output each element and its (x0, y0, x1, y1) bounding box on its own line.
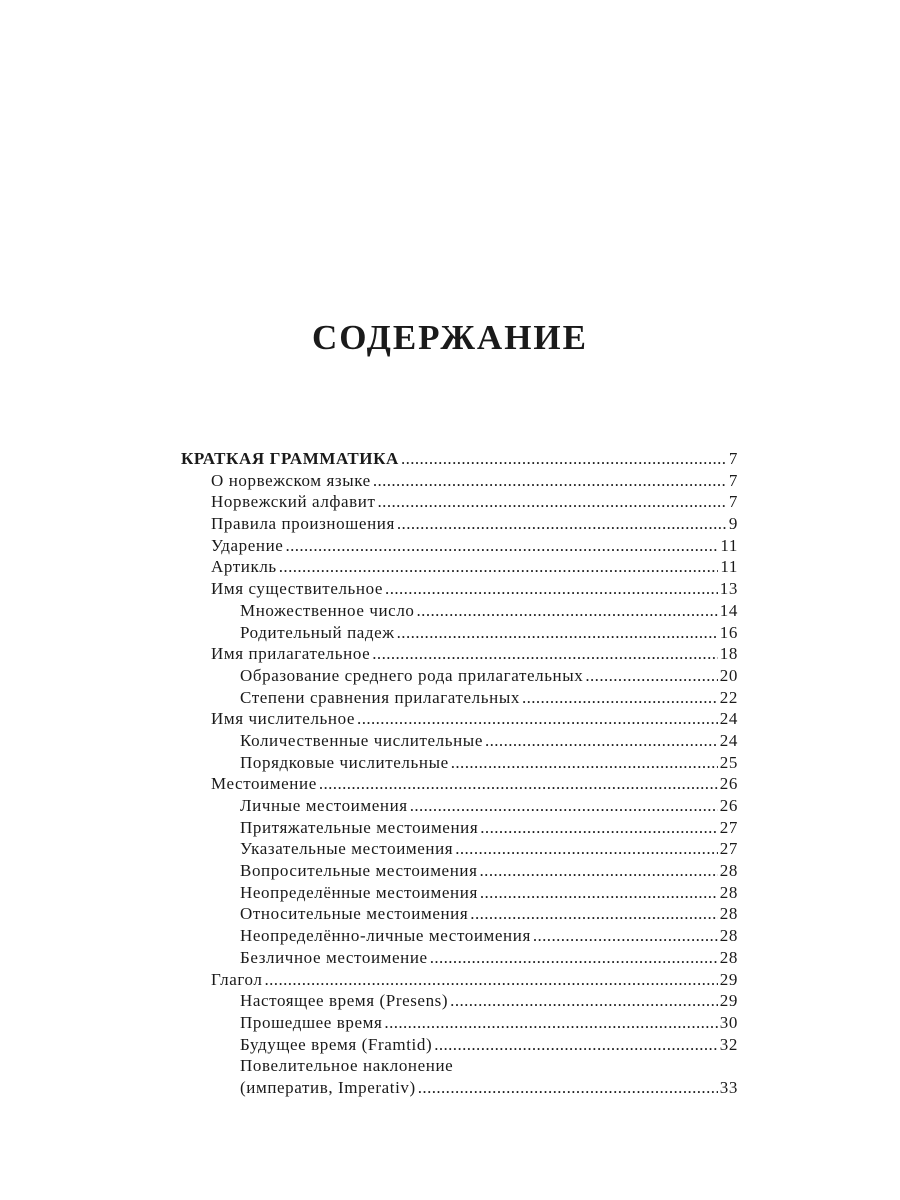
toc-entry-page-number: 28 (719, 861, 738, 881)
dot-leader (470, 903, 718, 925)
toc-entry-page-number: 25 (719, 752, 738, 772)
toc-entry-page-number: 9 (728, 514, 738, 534)
toc-entry-title: Прошедшее время (240, 1012, 383, 1032)
toc-entry (181, 535, 738, 557)
toc-entry-title: Личные местоимения (240, 796, 408, 815)
toc-entry-page-number: 24 (719, 709, 738, 729)
toc-entry-page-number: 32 (719, 1034, 738, 1054)
dot-leader (533, 925, 718, 947)
toc-entry-title: Правила произношения (211, 514, 395, 534)
dot-leader (480, 860, 718, 882)
toc-entry-title: Настоящее время (Presens) (240, 991, 449, 1011)
toc-entry-page-number: 18 (719, 644, 738, 664)
toc-entry-title: Повелительное наклонение (240, 1056, 454, 1076)
dot-leader (451, 752, 718, 774)
toc-entry (181, 643, 738, 665)
toc-entry-title: Будущее время (Framtid) (240, 1034, 433, 1054)
toc-entry-title: Неопределённо-личные местоимения (240, 926, 531, 946)
toc-entry-title: Артикль (211, 557, 277, 577)
toc-entry (181, 491, 738, 513)
toc-entry-title: Имя существительное (211, 579, 384, 599)
toc-entry (181, 903, 738, 925)
dot-leader (373, 470, 727, 492)
toc-entry-title: Имя прилагательное (211, 644, 371, 664)
toc-entry-title: Притяжательные местоимения (240, 817, 479, 837)
toc-entry (181, 947, 738, 969)
toc-entry-page-number: 30 (719, 1012, 738, 1032)
dot-leader (450, 990, 718, 1012)
dot-leader (480, 817, 718, 839)
toc-entry-title: Множественное число (240, 600, 415, 620)
dot-leader (410, 795, 718, 817)
toc-entry-page-number: 28 (719, 926, 738, 946)
toc-entry (181, 556, 738, 578)
toc-entry-title: КРАТКАЯ ГРАММАТИКА (181, 449, 399, 468)
toc-entry-title: Норвежский алфавит (211, 492, 376, 512)
dot-leader (418, 1077, 718, 1099)
toc-entry-page-number: 28 (719, 904, 738, 924)
toc-entry (181, 1077, 738, 1099)
toc-entry-title: Вопросительные местоимения (240, 861, 478, 881)
dot-leader (401, 448, 727, 470)
toc-entry-page-number: 13 (719, 579, 738, 599)
toc-entry-page-number: 28 (719, 882, 738, 902)
toc-entry-page-number: 20 (719, 665, 738, 685)
toc-entry-title: Неопределённые местоимения (240, 882, 478, 902)
dot-leader (384, 1012, 717, 1034)
toc-entry-page-number: 7 (728, 470, 738, 490)
toc-entry-title: Степени сравнения прилагательных (240, 687, 520, 707)
toc-entry (181, 622, 738, 644)
toc-entry-title: Родительный падеж (240, 622, 395, 642)
dot-leader (455, 838, 718, 860)
dot-leader (319, 773, 718, 795)
toc-entry (181, 1055, 738, 1077)
toc-entry-page-number: 11 (720, 535, 738, 555)
toc-entry-title: О норвежском языке (211, 470, 371, 490)
dot-leader (372, 643, 718, 665)
toc-entry (181, 470, 738, 492)
toc-entry-page-number: 27 (719, 839, 738, 859)
dot-leader (397, 622, 718, 644)
toc-entry-title: Ударение (211, 535, 284, 555)
toc-entry-title: Порядковые числительные (240, 752, 449, 772)
toc-entry (181, 969, 738, 991)
toc-entry-title: Относительные местоимения (240, 904, 469, 924)
toc-entry (181, 513, 738, 535)
toc-entry (181, 925, 738, 947)
toc-entry-page-number: 26 (719, 796, 738, 815)
toc-entry (181, 730, 738, 752)
toc-entry-page-number: 22 (719, 687, 738, 707)
toc-entry (181, 795, 738, 817)
toc-entry (181, 752, 738, 774)
dot-leader (522, 687, 718, 709)
toc-entry-page-number: 29 (719, 991, 738, 1011)
toc-entry (181, 448, 738, 470)
dot-leader (434, 1034, 718, 1056)
toc-entry-title: (императив, Imperativ) (240, 1077, 416, 1097)
toc-entry-page-number: 27 (719, 817, 738, 837)
toc-entry (181, 578, 738, 600)
toc-entry-page-number: 29 (719, 969, 738, 989)
toc-entry (181, 1012, 738, 1034)
toc-entry (181, 817, 738, 839)
dot-leader (385, 578, 718, 600)
toc-entry (181, 1034, 738, 1056)
toc-entry (181, 860, 738, 882)
dot-leader (357, 708, 718, 730)
toc-entry-page-number: 16 (719, 622, 738, 642)
toc-entry (181, 773, 738, 795)
toc-entry-page-number: 14 (719, 600, 738, 620)
toc-entry (181, 838, 738, 860)
toc-entry (181, 600, 738, 622)
toc-entry-title: Указательные местоимения (240, 839, 454, 859)
page-title: СОДЕРЖАНИЕ (311, 318, 588, 357)
toc-entry-page-number: 33 (719, 1077, 738, 1097)
dot-leader (585, 665, 717, 687)
toc-entry-page-number: 26 (719, 774, 738, 794)
toc-entry-title: Местоимение (211, 774, 317, 794)
toc-entry-title: Имя числительное (211, 709, 356, 729)
toc-entry-page-number: 7 (728, 449, 738, 468)
dot-leader (279, 556, 719, 578)
dot-leader (480, 882, 718, 904)
toc-entry-title: Образование среднего рода прилагательных (240, 665, 584, 685)
dot-leader (417, 600, 718, 622)
toc-entry (181, 882, 738, 904)
dot-leader (265, 969, 718, 991)
dot-leader (430, 947, 718, 969)
toc-entry-page-number: 24 (719, 730, 738, 750)
toc-entry (181, 990, 738, 1012)
toc-entry-page-number: 28 (719, 947, 738, 967)
toc-entry-page-number: 7 (728, 492, 738, 512)
toc-entry-title: Количественные числительные (240, 730, 483, 750)
toc-entry-title: Безличное местоимение (240, 947, 428, 967)
table-of-contents (181, 448, 738, 1099)
toc-entry (181, 687, 738, 709)
toc-entry (181, 665, 738, 687)
dot-leader (485, 730, 718, 752)
toc-entry-title: Глагол (211, 969, 263, 989)
dot-leader (285, 535, 718, 557)
dot-leader (397, 513, 727, 535)
dot-leader (378, 491, 727, 513)
toc-entry-page-number: 11 (720, 557, 738, 577)
toc-entry (181, 708, 738, 730)
